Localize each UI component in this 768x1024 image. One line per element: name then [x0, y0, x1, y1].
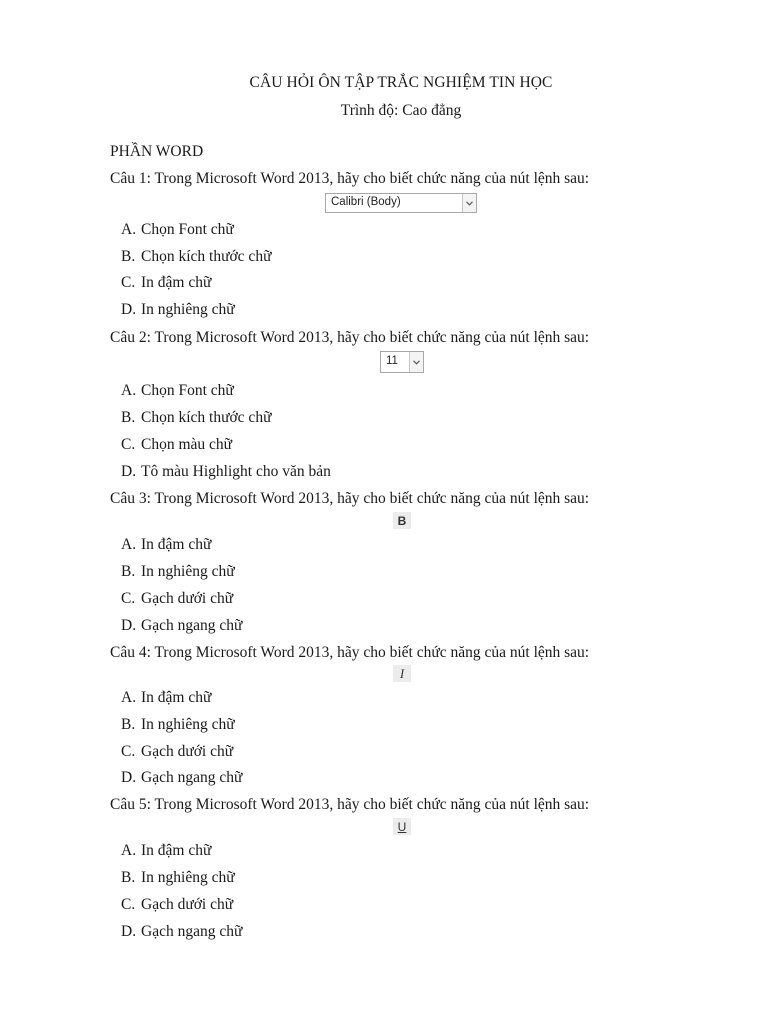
answer-item: A. Chọn Font chữ [121, 382, 234, 399]
font-size-combo [380, 351, 424, 373]
chevron-down-icon [409, 352, 423, 372]
document-title: CÂU HỎI ÔN TẬP TRẮC NGHIỆM TIN HỌC [249, 74, 553, 91]
underline-button: U [393, 818, 411, 835]
answer-item: A. In đậm chữ [121, 842, 212, 859]
font-name-combo [325, 193, 477, 213]
answer-item: B. In nghiêng chữ [121, 563, 235, 580]
chevron-down-icon [462, 194, 476, 212]
font-name-value: Calibri (Body) [331, 196, 401, 208]
question-1: Câu 1: Trong Microsoft Word 2013, hãy cho biết chức năng của nút lệnh sau: [110, 170, 590, 187]
answer-item: A. In đậm chữ [121, 536, 212, 553]
question-4: Câu 4: Trong Microsoft Word 2013, hãy cho biết chức năng của nút lệnh sau: [110, 644, 590, 661]
answer-item: A. Chọn Font chữ [121, 221, 234, 238]
answer-item: B. In nghiêng chữ [121, 869, 235, 886]
answer-item: C. Gạch dưới chữ [121, 896, 234, 913]
section-title: PHẦN WORD [110, 143, 204, 160]
answer-item: A. In đậm chữ [121, 689, 212, 706]
answer-item: D. Gạch ngang chữ [121, 923, 243, 940]
answer-item: B. Chọn kích thước chữ [121, 248, 272, 265]
answer-item: B. Chọn kích thước chữ [121, 409, 272, 426]
answer-item: C. In đậm chữ [121, 274, 212, 291]
answer-item: D. In nghiêng chữ [121, 301, 235, 318]
bold-button: B [393, 512, 411, 529]
answer-item: C. Gạch dưới chữ [121, 590, 234, 607]
answer-item: C. Gạch dưới chữ [121, 743, 234, 760]
font-size-value: 11 [386, 355, 398, 367]
question-5: Câu 5: Trong Microsoft Word 2013, hãy cho biết chức năng của nút lệnh sau: [110, 796, 590, 813]
answer-item: D. Tô màu Highlight cho văn bản [121, 463, 331, 480]
document-subtitle: Trình độ: Cao đẳng [340, 102, 462, 119]
italic-button: I [393, 665, 411, 682]
answer-item: D. Gạch ngang chữ [121, 769, 243, 786]
question-3: Câu 3: Trong Microsoft Word 2013, hãy cho biết chức năng của nút lệnh sau: [110, 490, 590, 507]
answer-item: B. In nghiêng chữ [121, 716, 235, 733]
question-2: Câu 2: Trong Microsoft Word 2013, hãy cho biết chức năng của nút lệnh sau: [110, 329, 590, 346]
answer-item: D. Gạch ngang chữ [121, 617, 243, 634]
answer-item: C. Chọn màu chữ [121, 436, 233, 453]
